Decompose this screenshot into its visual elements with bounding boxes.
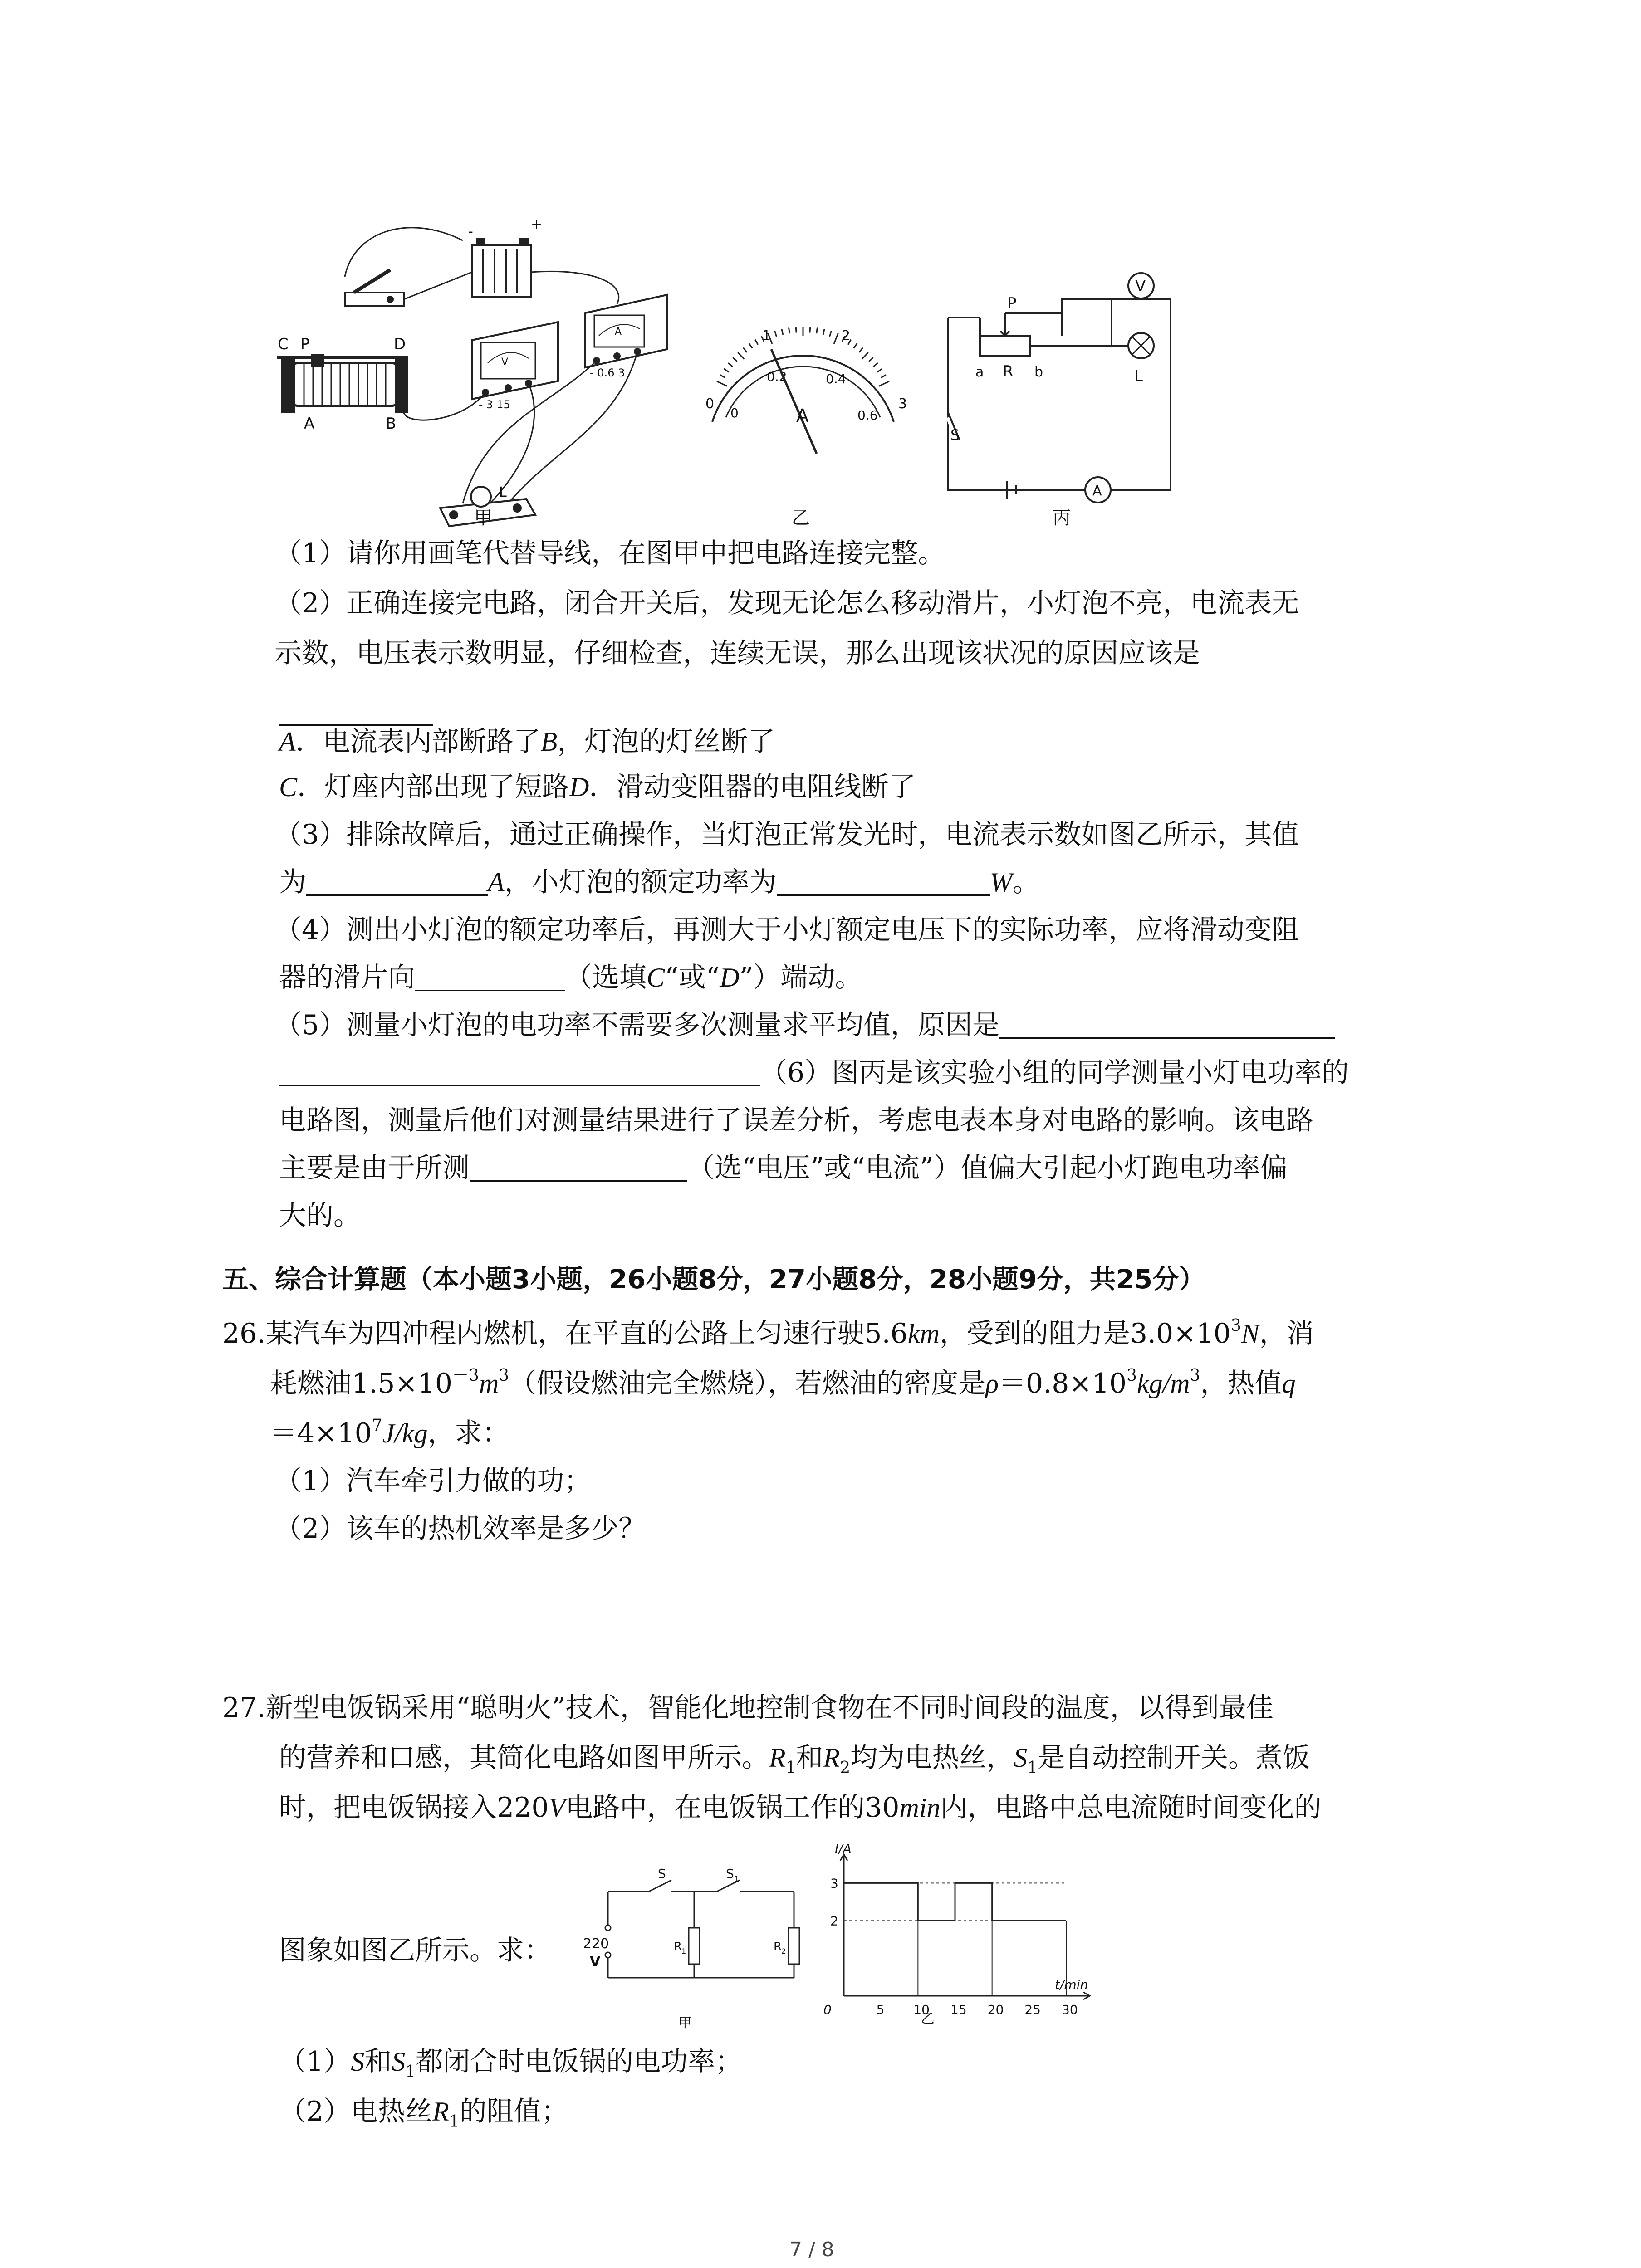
chart-y-tick-label: 2 xyxy=(830,1913,838,1929)
svg-text:2: 2 xyxy=(842,328,851,344)
svg-text:R: R xyxy=(674,1940,682,1954)
svg-text:1: 1 xyxy=(734,1874,740,1884)
svg-text:220: 220 xyxy=(583,1936,609,1952)
svg-text:L: L xyxy=(499,484,507,500)
ammeter-icon xyxy=(585,295,667,379)
q25-reason-blank-1[interactable] xyxy=(999,1009,1335,1039)
q27-sub-1: （1）S和$S_1$都闭合时电饭锅的电功率； xyxy=(279,2046,743,2081)
dial-tick xyxy=(879,381,889,386)
svg-text:L: L xyxy=(1134,367,1143,385)
q26-line-1: 26.某汽车为四冲程内燃机，在平直的公路上匀速行驶5.6km，受到的阻力是$3.0\times 10^3N$，消 xyxy=(222,1316,1314,1349)
dial-tick xyxy=(817,327,818,333)
dial-tick xyxy=(775,331,777,336)
dial-tick xyxy=(724,369,729,372)
q25-p3a: （3）排除故障后，通过正确操作，当灯泡正常发光时，电流表示数如图乙所示，其值 xyxy=(274,819,1299,850)
dial-tick xyxy=(830,331,832,336)
chart-x-tick-label: 30 xyxy=(1062,2002,1078,2017)
chart-series-line xyxy=(844,1883,1066,1921)
figure-jia-caption: 甲 xyxy=(474,508,492,528)
q25-reason-blank-2[interactable] xyxy=(279,1057,760,1086)
q25-options-cd: C．灯座内部出现了短路D．滑动变阻器的电阻线断了 xyxy=(279,771,916,803)
svg-text:V: V xyxy=(1135,277,1146,295)
chart-x-tick-label: 25 xyxy=(1024,2002,1041,2017)
svg-text:0.4: 0.4 xyxy=(826,371,846,386)
svg-text:P: P xyxy=(300,335,310,353)
switch-icon xyxy=(345,270,404,306)
q27-line-3: 时，把电饭锅接入220V电路中，在电饭锅工作的30min内，电路中总电流随时间变化的 xyxy=(279,1792,1322,1823)
svg-text:R: R xyxy=(774,1940,782,1954)
svg-text:0: 0 xyxy=(730,406,739,420)
chart-y-tick-label: 3 xyxy=(830,1876,838,1891)
q26-sub-1: （1）汽车牵引力做的功； xyxy=(274,1465,592,1497)
figure-jia2-circuit xyxy=(576,1860,812,2009)
dial-tick xyxy=(738,352,744,359)
q27-line-2: 的营养和口感，其简化电路如图甲所示。$R_1$和$R_2$均为电热丝，$S_1$是自动控制开关。煮饭 xyxy=(279,1742,1310,1777)
q25-p3b: 为 A，小灯泡的额定功率为 W。 xyxy=(279,866,1040,898)
q26-sub-2: （2）该车的热机效率是多少？ xyxy=(274,1513,646,1545)
figure-yi2-chart xyxy=(817,1841,1116,2017)
dial-tick xyxy=(782,329,783,335)
figure-jia2-caption: 甲 xyxy=(678,2015,692,2031)
svg-text:2: 2 xyxy=(781,1947,786,1955)
dial-tick xyxy=(720,375,725,378)
svg-text:3: 3 xyxy=(898,396,907,412)
q25-options-ab: A．电流表内部断路了B，灯泡的灯丝断了 xyxy=(279,726,775,758)
svg-text:- 0.6 3: - 0.6 3 xyxy=(590,367,625,379)
svg-text:S: S xyxy=(950,426,960,444)
svg-text:+: + xyxy=(531,217,543,233)
q25-p6a: （6）图丙是该实验小组的同学测量小灯电功率的 xyxy=(279,1052,1349,1093)
dial-tick xyxy=(717,381,727,386)
q25-p4a: （4）测出小灯泡的额定功率后，再测大于小灯额定电压下的实际功率，应将滑动变阻 xyxy=(274,914,1299,946)
svg-text:S: S xyxy=(726,1866,734,1881)
svg-text:A: A xyxy=(304,415,315,433)
dial-tick xyxy=(755,340,758,345)
q26-line-3: $=4\times 10^7J/kg$，求： xyxy=(270,1416,509,1449)
dial-tick xyxy=(869,357,873,362)
dial-tick xyxy=(823,329,824,335)
dial-tick xyxy=(877,369,882,372)
dial-tick xyxy=(733,357,737,362)
svg-text:b: b xyxy=(1034,364,1043,380)
q25-quantity-blank[interactable] xyxy=(470,1152,687,1182)
svg-text:B: B xyxy=(386,415,397,433)
q25-power-blank[interactable] xyxy=(777,866,990,896)
q25-current-blank[interactable] xyxy=(306,866,488,896)
voltmeter-icon xyxy=(472,322,558,411)
svg-text:0: 0 xyxy=(705,396,715,412)
chart-xlabel: t/min xyxy=(1055,1977,1088,1992)
svg-text:- 3 15: - 3 15 xyxy=(479,398,510,411)
svg-text:C: C xyxy=(278,335,289,353)
svg-text:S: S xyxy=(658,1866,666,1881)
rheostat-icon xyxy=(277,335,408,433)
figure-yi2-caption: 乙 xyxy=(921,2011,935,2027)
figure-bing-caption: 丙 xyxy=(1053,508,1071,528)
svg-text:0.2: 0.2 xyxy=(767,369,787,384)
svg-text:P: P xyxy=(1007,294,1017,313)
q25-p2a: （2）正确连接完电路，闭合开关后，发现无论怎么移动滑片，小灯泡不亮，电流表无 xyxy=(274,587,1299,619)
svg-text:A: A xyxy=(1092,483,1102,499)
svg-text:V: V xyxy=(590,1954,601,1970)
chart-x-tick-label: 20 xyxy=(987,2002,1004,2017)
svg-text:A: A xyxy=(615,326,622,337)
q27-line-1: 27.新型电饭锅采用“聪明火”技术，智能化地控制食物在不同时间段的温度，以得到最佳 xyxy=(222,1692,1274,1724)
q25-p1: （1）请你用画笔代替导线，在图甲中把电路连接完整。 xyxy=(274,538,945,569)
dial-tick xyxy=(873,363,878,367)
dial-tick xyxy=(743,348,747,352)
chart-x-tick-label: 15 xyxy=(950,2002,967,2017)
q25-p6d: 大的。 xyxy=(279,1200,361,1232)
dial-tick xyxy=(862,352,868,359)
svg-text:a: a xyxy=(975,364,984,380)
svg-text:1: 1 xyxy=(762,328,771,344)
battery-icon xyxy=(468,217,542,297)
chart-x-tick-label: 0 xyxy=(823,2002,832,2017)
svg-text:D: D xyxy=(394,335,406,353)
dial-tick xyxy=(834,333,838,344)
q25-p6b: 电路图，测量后他们对测量结果进行了误差分析，考虑电表本身对电路的影响。该电路 xyxy=(279,1105,1313,1136)
figure-yi-caption: 乙 xyxy=(792,508,810,528)
chart-ylabel: I/A xyxy=(835,1841,852,1856)
chart-x-tick-label: 5 xyxy=(876,2002,885,2017)
dial-tick xyxy=(749,343,752,348)
svg-text:R: R xyxy=(1003,362,1014,381)
svg-text:1: 1 xyxy=(681,1947,686,1955)
dial-needle xyxy=(771,349,817,454)
figure-bing-circuit xyxy=(944,268,1180,499)
section-5-title: 五、综合计算题（本小题3小题，26小题8分，27小题8分，28小题9分，共25分） xyxy=(222,1264,1205,1295)
chart-x-tick-label: 10 xyxy=(913,2002,930,2017)
q26-line-2: 耗燃油$1.5\times 10^{-3}m^3$（假设燃油完全燃烧），若燃油的密度是$\rho=0.8\times 10^3kg/m^3$，热值q xyxy=(270,1366,1296,1399)
dial-tick xyxy=(881,375,886,378)
q25-p5a: （5）测量小灯泡的电功率不需要多次测量求平均值，原因是 xyxy=(274,1005,1335,1046)
figure-yi-ammeter-dial xyxy=(694,318,921,454)
q25-direction-blank[interactable] xyxy=(415,962,565,991)
dial-tick xyxy=(859,348,863,352)
svg-text:A: A xyxy=(796,406,809,426)
dial-tick xyxy=(728,363,733,367)
q25-p6c: 主要是由于所测 （选“电压”或“电流”）值偏大引起小灯跑电功率偏 xyxy=(279,1152,1288,1184)
svg-text:0.6: 0.6 xyxy=(857,408,878,423)
svg-text:-: - xyxy=(468,224,473,240)
dial-tick xyxy=(854,343,857,348)
q25-p4b: 器的滑片向 （选填C“或“D”）端动。 xyxy=(279,962,862,993)
figure-jia-apparatus xyxy=(272,213,681,540)
q27-sub-2: （2）电热丝$R_1$的阻值； xyxy=(279,2096,568,2131)
page-number: 7 / 8 xyxy=(789,2238,834,2261)
q27-line-4: 图象如图乙所示。求： xyxy=(279,1935,551,1966)
q25-p2b: 示数，电压表示数明显，仔细检查，连续无误，那么出现该状况的原因应该是 xyxy=(274,637,1200,669)
svg-text:V: V xyxy=(501,357,509,368)
